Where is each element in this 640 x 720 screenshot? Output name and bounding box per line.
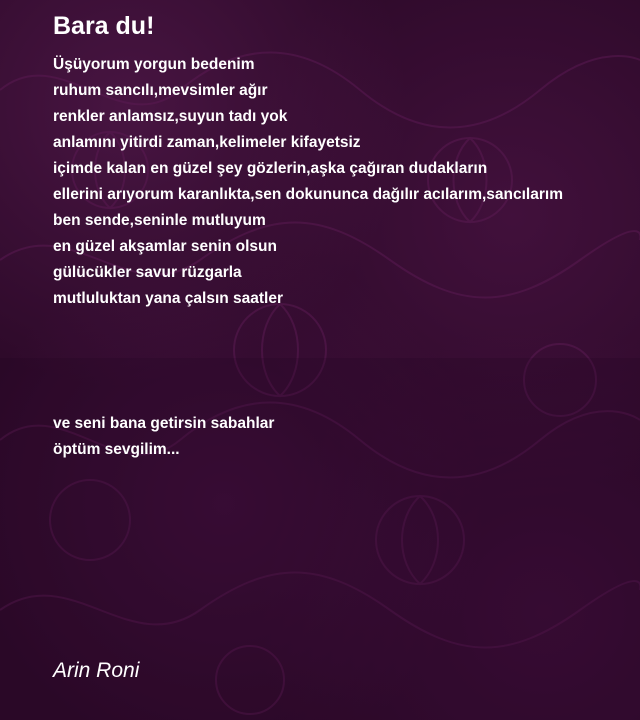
poem-line: öptüm sevgilim...: [53, 441, 180, 458]
poem-line: Üşüyorum yorgun bedenim: [53, 56, 255, 73]
poem-line: en güzel akşamlar senin olsun: [53, 238, 277, 255]
poem-line: mutluluktan yana çalsın saatler: [53, 290, 284, 307]
poem-line: içimde kalan en güzel şey gözlerin,aşka çağıran dudakların: [53, 160, 488, 177]
poem-line: renkler anlamsız,suyun tadı yok: [53, 108, 288, 125]
poem-title: Bara du!: [53, 12, 155, 40]
poem-line: ben sende,seninle mutluyum: [53, 212, 266, 229]
poem-line: gülücükler savur rüzgarla: [53, 264, 242, 281]
poem-line: ellerini arıyorum karanlıkta,sen dokununca dağılır acılarım,sancılarım: [53, 186, 563, 203]
poem-stanza: [53, 411, 274, 463]
poem-line: ruhum sancılı,mevsimler ağır: [53, 82, 268, 99]
poem-line: ve seni bana getirsin sabahlar: [53, 415, 275, 432]
poem-line: anlamını yitirdi zaman,kelimeler kifayetsiz: [53, 134, 361, 151]
poem-stanza: [53, 52, 563, 312]
poem-author: Arin Roni: [53, 659, 140, 682]
